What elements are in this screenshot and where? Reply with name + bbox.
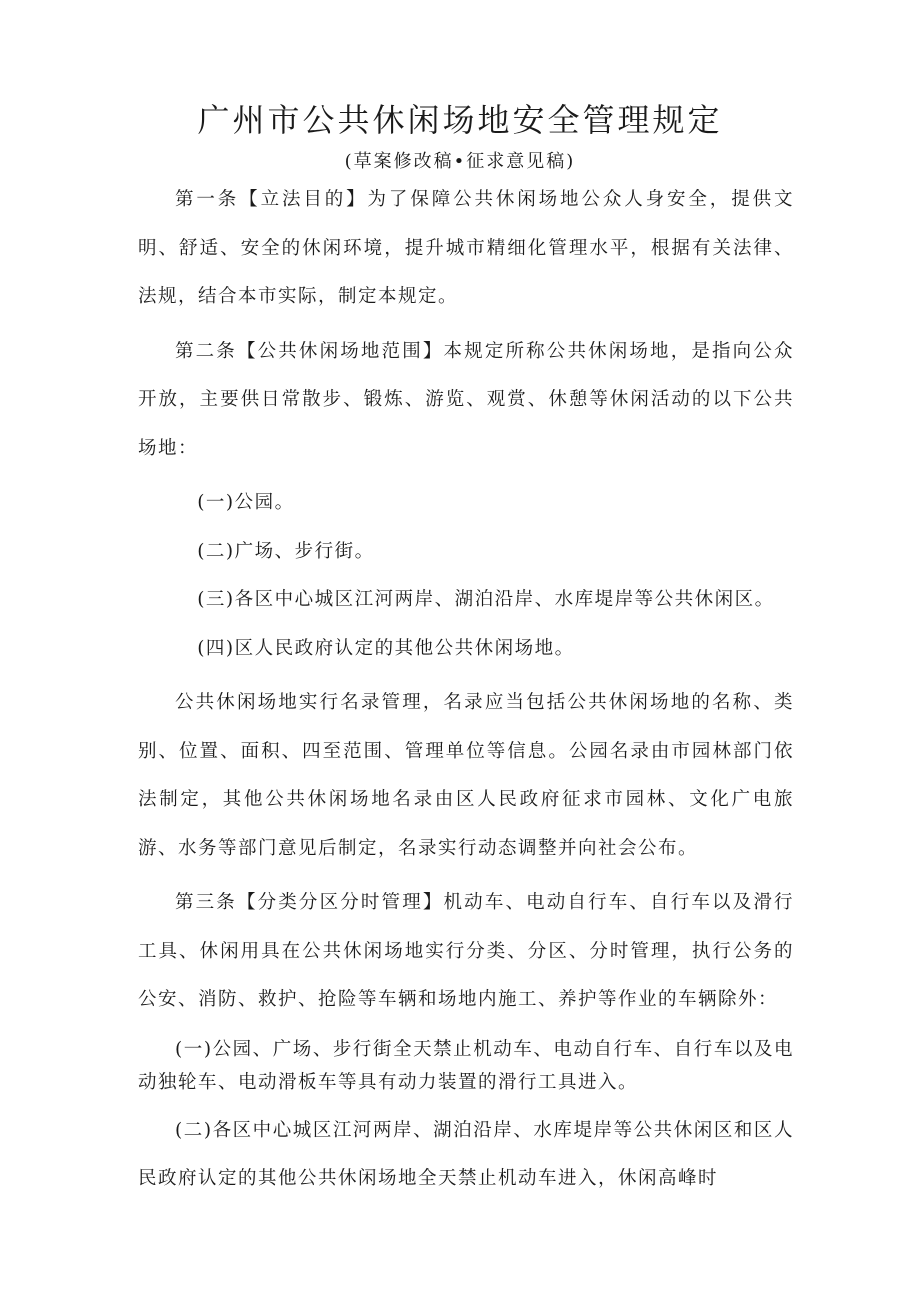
article-3-item-1: (一)公园、广场、步行街全天禁止机动车、电动自行车、自行车以及电动独轮车、电动滑板车等具有动力装置的滑行工具进入。 — [138, 1038, 794, 1093]
article-2-item-2: (二)广场、步行街。 — [197, 540, 375, 562]
article-2 — [138, 328, 794, 474]
article-2-item-4: (四)区人民政府认定的其他公共休闲场地。 — [197, 637, 575, 659]
article-3 — [138, 879, 794, 1025]
article-2-item-3: (三)各区中心城区江河两岸、湖泊沿岸、水库堤岸等公共休闲区。 — [197, 589, 775, 610]
article-3-heading: 第三条【分类分区分时管理】 — [175, 892, 444, 913]
article-3-item-2: (二)各区中心城区江河两岸、湖泊沿岸、水库堤岸等公共休闲区和区人民政府认定的其他公共休闲场地全天禁止机动车进入，休闲高峰时 — [138, 1119, 794, 1189]
document-subtitle: (草案修改稿•征求意见稿) — [344, 151, 576, 172]
article-1-text: 为了保障公共休闲场地公众人身安全，提供文明、舒适、安全的休闲环境，提升城市精细化管理水平，根据有关法律、法规，结合本市实际，制定本规定。 — [138, 189, 794, 307]
article-2-paragraph: 公共休闲场地实行名录管理，名录应当包括公共休闲场地的名称、类别、位置、面积、四至范围、管理单位等信息。公园名录由市园林部门依法制定，其他公共休闲场地名录由区人民政府征求市园林、文化广电旅游、水务等部门意见后制定，名录实行动态调整并向社会公布。 — [138, 692, 794, 859]
article-1 — [138, 176, 794, 322]
article-2-heading: 第二条【公共休闲场地范围】 — [175, 340, 444, 362]
article-3-text: 机动车、电动自行车、自行车以及滑行工具、休闲用具在公共休闲场地实行分类、分区、分时管理，执行公务的公安、消防、救护、抢险等车辆和场地内施工、养护等作业的车辆除外： — [138, 892, 794, 1010]
article-2-item-1: (一)公园。 — [197, 492, 295, 513]
article-1-heading: 第一条【立法目的】 — [175, 189, 368, 210]
document-body — [138, 176, 794, 1204]
document-title: 广州市公共休闲场地安全管理规定 — [197, 101, 723, 139]
article-2-text: 本规定所称公共休闲场地，是指向公众开放，主要供日常散步、锻炼、游览、观赏、休憩等休闲活动的以下公共场地： — [138, 340, 794, 459]
